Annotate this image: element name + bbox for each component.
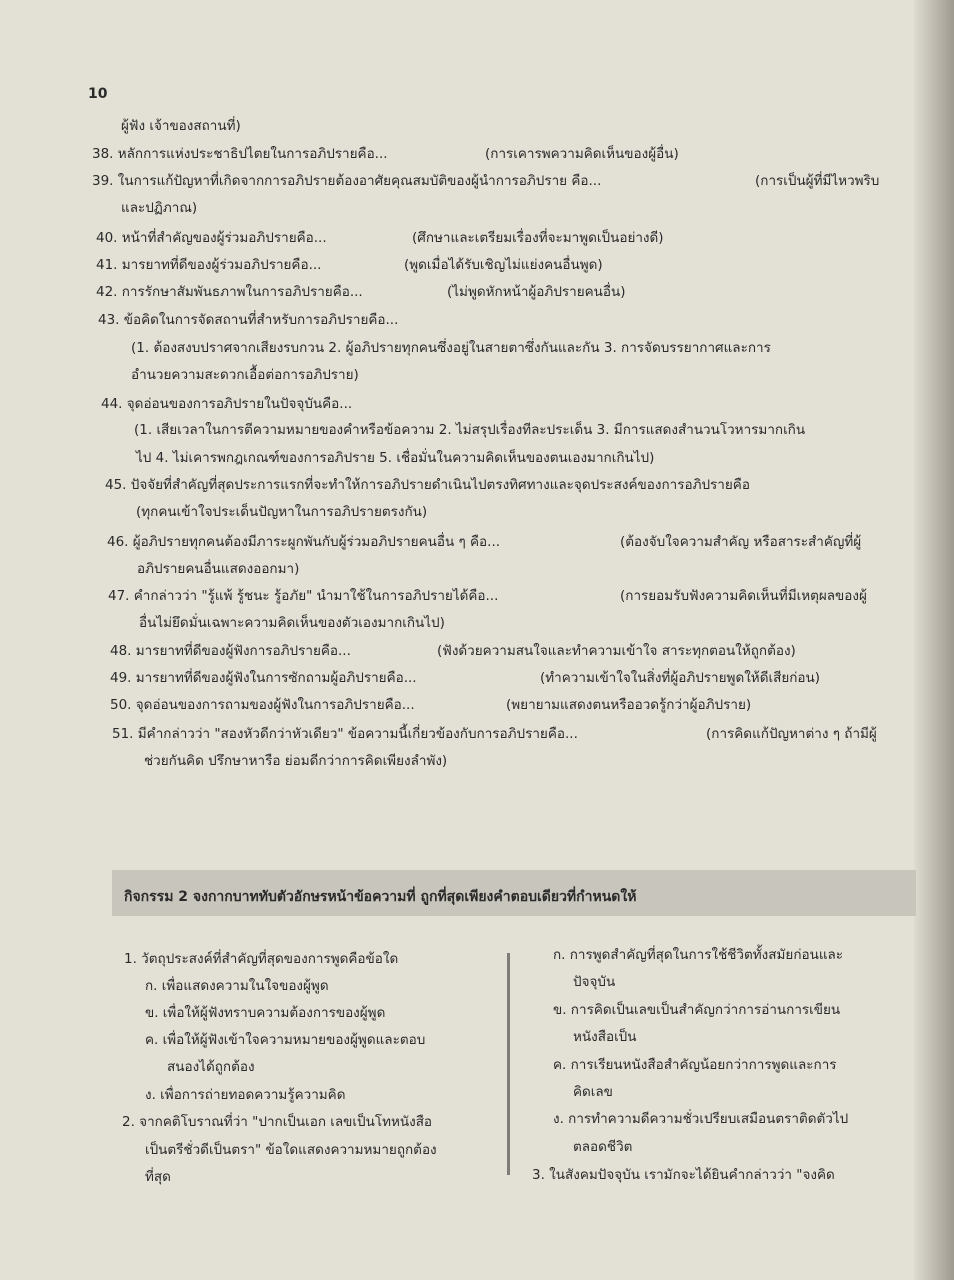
item-43-answer: (1. ต้องสงบปราศจากเสียงรบกวน 2. ผู้อภิปรายทุกคนซึ่งอยู่ในสายตาซึ่งกันและกัน 3. การจัดบรรยากาศและการ [131, 340, 771, 356]
page-number: 10 [88, 86, 108, 102]
item-41-answer: (พูดเมื่อได้รับเชิญไม่แย่งคนอื่นพูด) [404, 257, 603, 273]
item-49-answer: (ทำความเข้าใจในสิ่งที่ผู้อภิปรายพูดให้ดีเสียก่อน) [540, 670, 821, 686]
choice-2c-cont: คิดเลข [573, 1084, 613, 1100]
page-edge-shadow [914, 0, 954, 1280]
choice-1b: ข. เพื่อให้ผู้ฟังทราบความต้องการของผู้พูด [145, 1005, 386, 1021]
choice-2d: ง. การทำความดีความชั่วเปรียบเสมือนตราติดตัวไป [553, 1111, 849, 1127]
item-51-answer-cont: ช่วยกันคิด ปรึกษาหารือ ย่อมดีกว่าการคิดเพียงลำพัง) [144, 753, 448, 769]
item-50-question: 50. จุดอ่อนของการถามของผู้ฟังในการอภิปรายคือ... [110, 697, 415, 713]
item-44-answer-cont: ไป 4. ไม่เคารพกฎเกณฑ์ของการอภิปราย 5. เชื่อมั่นในความคิดเห็นของตนเองมากเกินไป) [136, 450, 655, 466]
question-3: 3. ในสังคมปัจจุบัน เรามักจะได้ยินคำกล่าวว่า "จงคิด [532, 1167, 835, 1183]
choice-2b-cont: หนังสือเป็น [573, 1029, 637, 1045]
item-51-question: 51. มีคำกล่าวว่า "สองหัวดีกว่าหัวเดียว" ข้อความนี้เกี่ยวข้องกับการอภิปรายคือ... [112, 726, 578, 742]
item-44-question: 44. จุดอ่อนของการอภิปรายในปัจจุบันคือ... [101, 396, 353, 412]
item-39-continuation: และปฏิภาณ) [121, 200, 198, 216]
item-42-answer: (ไม่พูดหักหน้าผู้อภิปรายคนอื่น) [447, 284, 626, 300]
item-38-question: 38. หลักการแห่งประชาธิปไตยในการอภิปรายคือ... [92, 146, 388, 162]
choice-1a: ก. เพื่อแสดงความในใจของผู้พูด [145, 978, 329, 994]
item-47-answer-cont: อื่นไม่ยึดมั่นเฉพาะความคิดเห็นของตัวเองมากเกินไป) [139, 615, 445, 631]
item-45-question: 45. ปัจจัยที่สำคัญที่สุดประการแรกที่จะทำให้การอภิปรายดำเนินไปตรงทิศทางและจุดประสงค์ของการอภิปรายคือ [105, 477, 750, 493]
activity-title: กิจกรรม 2 จงกากบาททับตัวอักษรหน้าข้อความที่ ถูกที่สุดเพียงคำตอบเดียวที่กำหนดให้ [124, 889, 637, 905]
question-2: 2. จากคติโบราณที่ว่า "ปากเป็นเอก เลขเป็นโทหนังสือ [122, 1114, 433, 1130]
item-46-question: 46. ผู้อภิปรายทุกคนต้องมีภาระผูกพันกับผู้ร่วมอภิปรายคนอื่น ๆ คือ... [107, 534, 501, 550]
item-line: ผู้ฟัง เจ้าของสถานที่) [121, 118, 241, 134]
item-51-answer: (การคิดแก้ปัญหาต่าง ๆ ถ้ามีผู้ [706, 726, 877, 742]
column-divider [507, 953, 510, 1175]
item-38-answer: (การเคารพความคิดเห็นของผู้อื่น) [485, 146, 679, 162]
item-42-question: 42. การรักษาสัมพันธภาพในการอภิปรายคือ... [96, 284, 363, 300]
item-50-answer: (พยายามแสดงตนหรืออวดรู้กว่าผู้อภิปราย) [506, 697, 752, 713]
question-2-cont: เป็นตรีชั่วดีเป็นตรา" ข้อใดแสดงความหมายถูกต้อง [145, 1142, 437, 1158]
choice-2b: ข. การคิดเป็นเลขเป็นสำคัญกว่าการอ่านการเขียน [553, 1002, 841, 1018]
item-46-answer: (ต้องจับใจความสำคัญ หรือสาระสำคัญที่ผู้ [620, 534, 862, 550]
item-40-question: 40. หน้าที่สำคัญของผู้ร่วมอภิปรายคือ... [96, 230, 327, 246]
choice-2a-cont: ปัจจุบัน [573, 974, 616, 990]
choice-1d: ง. เพื่อการถ่ายทอดความรู้ความคิด [145, 1087, 346, 1103]
question-2-end: ที่สุด [145, 1169, 171, 1185]
item-44-answer: (1. เสียเวลาในการตีความหมายของคำหรือข้อความ 2. ไม่สรุปเรื่องทีละประเด็น 3. มีการแสดงสำนวนโวหารมากเกิน [134, 422, 806, 438]
item-47-answer: (การยอมรับฟังความคิดเห็นที่มีเหตุผลของผู้ [620, 588, 867, 604]
item-49-question: 49. มารยาทที่ดีของผู้ฟังในการซักถามผู้อภิปรายคือ... [110, 670, 417, 686]
item-40-answer: (ศึกษาและเตรียมเรื่องที่จะมาพูดเป็นอย่างดี) [412, 230, 664, 246]
item-43-question: 43. ข้อคิดในการจัดสถานที่สำหรับการอภิปรายคือ... [98, 312, 399, 328]
item-45-answer: (ทุกคนเข้าใจประเด็นปัญหาในการอภิปรายตรงกัน) [136, 504, 428, 520]
item-48-answer: (ฟังด้วยความสนใจและทำความเข้าใจ สาระทุกตอนให้ถูกต้อง) [437, 643, 796, 659]
question-1: 1. วัตถุประสงค์ที่สำคัญที่สุดของการพูดคือข้อใด [124, 951, 399, 967]
item-48-question: 48. มารยาทที่ดีของผู้ฟังการอภิปรายคือ... [110, 643, 351, 659]
item-43-answer-cont: อำนวยความสะดวกเอื้อต่อการอภิปราย) [131, 367, 359, 383]
item-47-question: 47. คำกล่าวว่า "รู้แพ้ รู้ชนะ รู้อภัย" นำมาใช้ในการอภิปรายได้คือ... [108, 588, 499, 604]
choice-2d-cont: ตลอดชีวิต [573, 1139, 633, 1155]
item-46-answer-cont: อภิปรายคนอื่นแสดงออกมา) [137, 561, 300, 577]
choice-2c: ค. การเรียนหนังสือสำคัญน้อยกว่าการพูดและการ [553, 1057, 837, 1073]
choice-2a: ก. การพูดสำคัญที่สุดในการใช้ชีวิตทั้งสมัยก่อนและ [553, 947, 844, 963]
item-41-question: 41. มารยาทที่ดีของผู้ร่วมอภิปรายคือ... [96, 257, 322, 273]
item-39-answer: (การเป็นผู้ที่มีไหวพริบ [755, 173, 880, 189]
choice-1c: ค. เพื่อให้ผู้ฟังเข้าใจความหมายของผู้พูดและตอบ [145, 1032, 426, 1048]
item-39-question: 39. ในการแก้ปัญหาที่เกิดจากการอภิปรายต้องอาศัยคุณสมบัติของผู้นำการอภิปราย คือ... [92, 173, 602, 189]
choice-1c-cont: สนองได้ถูกต้อง [167, 1059, 255, 1075]
